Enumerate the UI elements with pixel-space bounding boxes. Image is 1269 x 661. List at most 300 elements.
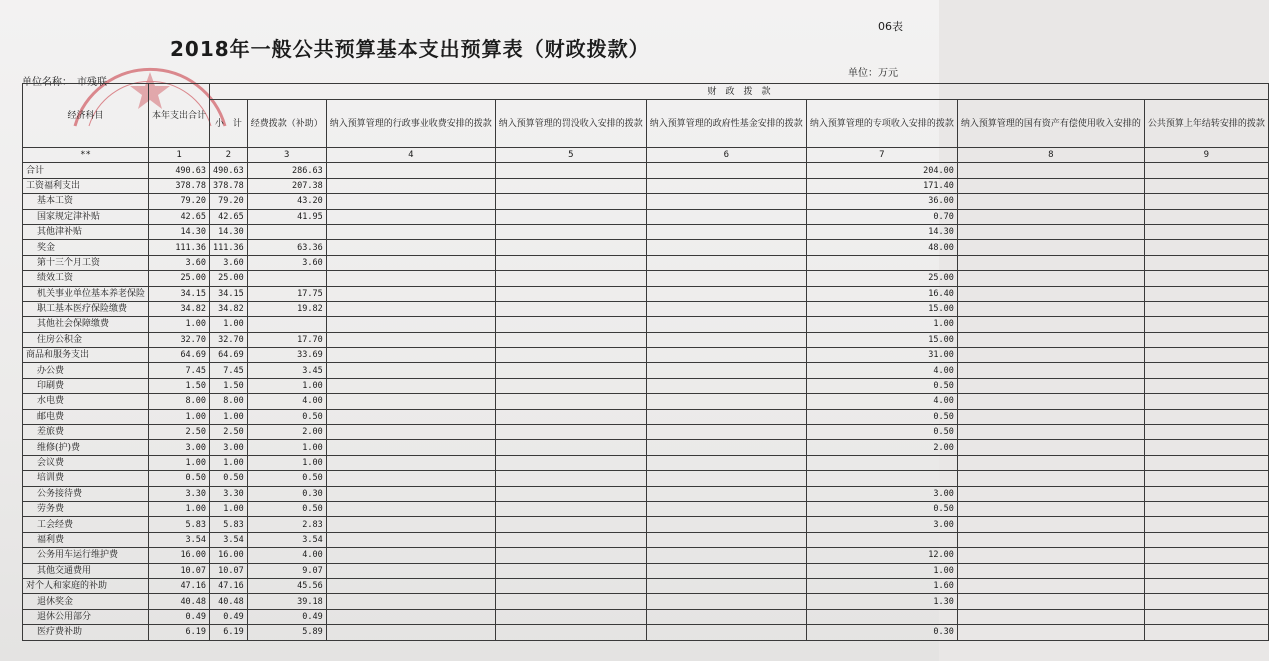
cell-col-8: [957, 317, 1144, 332]
table-row: [23, 378, 1269, 393]
cell-funding: 5.89: [247, 625, 326, 640]
cell-col-6: [646, 255, 806, 270]
row-label: 工会经费: [23, 517, 149, 532]
index-cell: 9: [1144, 148, 1268, 163]
cell-subtotal: 1.00: [210, 455, 248, 470]
cell-col-9: [1144, 240, 1268, 255]
cell-col-4: [326, 240, 495, 255]
cell-col-5: [495, 348, 646, 363]
cell-col-5: [495, 455, 646, 470]
table-row: [23, 194, 1269, 209]
cell-total: 1.00: [149, 455, 210, 470]
cell-total: 25.00: [149, 271, 210, 286]
cell-col-8: [957, 440, 1144, 455]
cell-subtotal: 16.00: [210, 548, 248, 563]
cell-col-5: [495, 563, 646, 578]
cell-col-4: [326, 471, 495, 486]
row-label: 退休奖金: [23, 594, 149, 609]
row-label: 会议费: [23, 455, 149, 470]
header-col-8: 纳入预算管理的国有资产有偿使用收入安排的: [957, 100, 1144, 148]
index-cell: 8: [957, 148, 1144, 163]
cell-col-5: [495, 317, 646, 332]
cell-funding: 1.00: [247, 378, 326, 393]
cell-col-6: [646, 301, 806, 316]
cell-subtotal: 32.70: [210, 332, 248, 347]
cell-col-6: [646, 501, 806, 516]
table-row: [23, 178, 1269, 193]
row-label: 邮电费: [23, 409, 149, 424]
cell-total: 3.60: [149, 255, 210, 270]
cell-total: 10.07: [149, 563, 210, 578]
cell-col-5: [495, 501, 646, 516]
cell-col-4: [326, 378, 495, 393]
cell-funding: 33.69: [247, 348, 326, 363]
cell-funding: [247, 224, 326, 239]
index-cell: **: [23, 148, 149, 163]
cell-col-4: [326, 548, 495, 563]
cell-col-7: [806, 609, 957, 624]
cell-col-7: 14.30: [806, 224, 957, 239]
row-label: 机关事业单位基本养老保险: [23, 286, 149, 301]
cell-total: 6.19: [149, 625, 210, 640]
cell-col-8: [957, 286, 1144, 301]
cell-col-6: [646, 271, 806, 286]
header-subtotal: 小 计: [210, 100, 248, 148]
cell-col-6: [646, 486, 806, 501]
cell-subtotal: 3.00: [210, 440, 248, 455]
cell-col-7: 171.40: [806, 178, 957, 193]
cell-col-9: [1144, 594, 1268, 609]
cell-col-4: [326, 301, 495, 316]
cell-funding: [247, 271, 326, 286]
cell-col-9: [1144, 440, 1268, 455]
cell-col-6: [646, 163, 806, 178]
cell-subtotal: 1.00: [210, 317, 248, 332]
header-col-6: 纳入预算管理的政府性基金安排的拨款: [646, 100, 806, 148]
cell-total: 8.00: [149, 394, 210, 409]
cell-funding: 63.36: [247, 240, 326, 255]
cell-col-8: [957, 609, 1144, 624]
cell-col-5: [495, 517, 646, 532]
cell-col-9: [1144, 409, 1268, 424]
cell-col-9: [1144, 286, 1268, 301]
cell-col-6: [646, 609, 806, 624]
cell-col-5: [495, 240, 646, 255]
cell-col-4: [326, 563, 495, 578]
cell-total: 16.00: [149, 548, 210, 563]
cell-col-5: [495, 332, 646, 347]
table-row: [23, 594, 1269, 609]
cell-col-4: [326, 209, 495, 224]
row-label: 其他社会保障缴费: [23, 317, 149, 332]
cell-subtotal: 7.45: [210, 363, 248, 378]
cell-total: 0.49: [149, 609, 210, 624]
index-cell: 1: [149, 148, 210, 163]
cell-col-9: [1144, 209, 1268, 224]
header-col-9: 公共预算上年结转安排的拨款: [1144, 100, 1268, 148]
cell-col-9: [1144, 178, 1268, 193]
cell-col-5: [495, 409, 646, 424]
cell-subtotal: 1.00: [210, 409, 248, 424]
row-label: 对个人和家庭的补助: [23, 578, 149, 593]
cell-col-5: [495, 301, 646, 316]
cell-col-9: [1144, 455, 1268, 470]
cell-col-8: [957, 563, 1144, 578]
cell-subtotal: 378.78: [210, 178, 248, 193]
cell-col-8: [957, 240, 1144, 255]
cell-col-5: [495, 394, 646, 409]
cell-col-5: [495, 378, 646, 393]
cell-col-9: [1144, 224, 1268, 239]
cell-col-6: [646, 194, 806, 209]
cell-col-6: [646, 209, 806, 224]
cell-col-9: [1144, 378, 1268, 393]
table-row: [23, 163, 1269, 178]
cell-col-9: [1144, 332, 1268, 347]
cell-col-7: 12.00: [806, 548, 957, 563]
header-funding: 经费拨款（补助）: [247, 100, 326, 148]
cell-col-4: [326, 332, 495, 347]
cell-col-9: [1144, 255, 1268, 270]
cell-col-6: [646, 409, 806, 424]
table-row: [23, 332, 1269, 347]
cell-col-5: [495, 486, 646, 501]
table-row: [23, 394, 1269, 409]
table-row: [23, 563, 1269, 578]
cell-col-8: [957, 209, 1144, 224]
cell-total: 2.50: [149, 425, 210, 440]
cell-col-8: [957, 348, 1144, 363]
cell-col-7: [806, 455, 957, 470]
cell-col-9: [1144, 532, 1268, 547]
cell-col-6: [646, 224, 806, 239]
document-id: 06表: [878, 20, 903, 33]
cell-col-5: [495, 625, 646, 640]
cell-funding: 1.00: [247, 455, 326, 470]
cell-col-7: [806, 255, 957, 270]
cell-funding: 0.30: [247, 486, 326, 501]
row-label: 印刷费: [23, 378, 149, 393]
cell-subtotal: 79.20: [210, 194, 248, 209]
cell-col-7: 48.00: [806, 240, 957, 255]
currency-unit: 单位：万元: [848, 68, 898, 79]
cell-funding: 0.50: [247, 409, 326, 424]
cell-col-8: [957, 194, 1144, 209]
cell-col-9: [1144, 486, 1268, 501]
row-label: 职工基本医疗保险缴费: [23, 301, 149, 316]
index-cell: 6: [646, 148, 806, 163]
cell-col-6: [646, 578, 806, 593]
cell-total: 1.00: [149, 317, 210, 332]
row-label: 劳务费: [23, 501, 149, 516]
cell-col-7: 1.60: [806, 578, 957, 593]
cell-subtotal: 40.48: [210, 594, 248, 609]
index-row: [23, 148, 1269, 163]
table-row: [23, 440, 1269, 455]
cell-col-5: [495, 548, 646, 563]
cell-col-5: [495, 209, 646, 224]
cell-col-7: 16.40: [806, 286, 957, 301]
cell-col-6: [646, 440, 806, 455]
cell-col-9: [1144, 194, 1268, 209]
table-row: [23, 255, 1269, 270]
budget-table: [22, 83, 1269, 641]
cell-col-8: [957, 501, 1144, 516]
cell-funding: 2.83: [247, 517, 326, 532]
cell-subtotal: 2.50: [210, 425, 248, 440]
cell-total: 42.65: [149, 209, 210, 224]
cell-col-9: [1144, 501, 1268, 516]
row-label: 福利费: [23, 532, 149, 547]
row-label: 工资福利支出: [23, 178, 149, 193]
cell-col-8: [957, 178, 1144, 193]
cell-col-7: 3.00: [806, 517, 957, 532]
cell-col-9: [1144, 348, 1268, 363]
cell-funding: [247, 317, 326, 332]
cell-col-4: [326, 271, 495, 286]
cell-col-6: [646, 317, 806, 332]
cell-funding: 45.56: [247, 578, 326, 593]
cell-col-8: [957, 332, 1144, 347]
cell-col-7: 204.00: [806, 163, 957, 178]
index-cell: 5: [495, 148, 646, 163]
row-label: 商品和服务支出: [23, 348, 149, 363]
cell-col-8: [957, 532, 1144, 547]
cell-col-7: 25.00: [806, 271, 957, 286]
cell-total: 34.15: [149, 286, 210, 301]
cell-col-9: [1144, 471, 1268, 486]
cell-funding: 2.00: [247, 425, 326, 440]
table-row: [23, 532, 1269, 547]
cell-col-7: 0.50: [806, 378, 957, 393]
header-fiscal-group: 财 政 拨 款: [210, 84, 1269, 100]
cell-col-6: [646, 625, 806, 640]
cell-col-8: [957, 578, 1144, 593]
row-label: 公务用车运行维护费: [23, 548, 149, 563]
cell-col-6: [646, 548, 806, 563]
cell-subtotal: 47.16: [210, 578, 248, 593]
cell-col-7: 1.30: [806, 594, 957, 609]
cell-col-4: [326, 609, 495, 624]
cell-col-4: [326, 317, 495, 332]
cell-funding: 43.20: [247, 194, 326, 209]
cell-funding: 3.45: [247, 363, 326, 378]
row-label: 奖金: [23, 240, 149, 255]
table-row: [23, 517, 1269, 532]
cell-funding: 3.54: [247, 532, 326, 547]
cell-col-6: [646, 240, 806, 255]
cell-col-7: 1.00: [806, 317, 957, 332]
cell-col-9: [1144, 625, 1268, 640]
header-col-7: 纳入预算管理的专项收入安排的拨款: [806, 100, 957, 148]
cell-funding: 17.70: [247, 332, 326, 347]
cell-col-8: [957, 363, 1144, 378]
cell-subtotal: 1.00: [210, 501, 248, 516]
cell-col-4: [326, 455, 495, 470]
cell-col-7: 4.00: [806, 394, 957, 409]
row-label: 水电费: [23, 394, 149, 409]
cell-funding: 19.82: [247, 301, 326, 316]
cell-col-6: [646, 286, 806, 301]
cell-col-6: [646, 594, 806, 609]
cell-col-4: [326, 394, 495, 409]
cell-subtotal: 14.30: [210, 224, 248, 239]
cell-col-8: [957, 486, 1144, 501]
cell-col-4: [326, 501, 495, 516]
cell-subtotal: 34.82: [210, 301, 248, 316]
cell-col-4: [326, 625, 495, 640]
cell-col-8: [957, 594, 1144, 609]
cell-col-6: [646, 394, 806, 409]
cell-col-6: [646, 425, 806, 440]
cell-col-6: [646, 363, 806, 378]
cell-subtotal: 490.63: [210, 163, 248, 178]
cell-col-8: [957, 378, 1144, 393]
cell-col-5: [495, 194, 646, 209]
cell-total: 490.63: [149, 163, 210, 178]
cell-subtotal: 1.50: [210, 378, 248, 393]
table-row: [23, 240, 1269, 255]
cell-col-7: 0.50: [806, 425, 957, 440]
cell-col-8: [957, 271, 1144, 286]
table-row: [23, 409, 1269, 424]
cell-col-8: [957, 455, 1144, 470]
table-row: [23, 301, 1269, 316]
page-title: 2018年一般公共预算基本支出预算表（财政拨款）: [170, 37, 650, 61]
table-row: [23, 348, 1269, 363]
cell-col-4: [326, 286, 495, 301]
cell-col-8: [957, 517, 1144, 532]
cell-total: 3.54: [149, 532, 210, 547]
table-row: [23, 455, 1269, 470]
cell-funding: 17.75: [247, 286, 326, 301]
cell-col-8: [957, 163, 1144, 178]
cell-col-7: [806, 532, 957, 547]
cell-col-4: [326, 224, 495, 239]
cell-col-6: [646, 471, 806, 486]
cell-col-5: [495, 271, 646, 286]
cell-col-5: [495, 255, 646, 270]
cell-col-8: [957, 255, 1144, 270]
table-row: [23, 209, 1269, 224]
cell-col-7: 15.00: [806, 332, 957, 347]
cell-col-9: [1144, 394, 1268, 409]
cell-funding: 1.00: [247, 440, 326, 455]
cell-col-8: [957, 425, 1144, 440]
cell-funding: 0.50: [247, 471, 326, 486]
cell-col-9: [1144, 425, 1268, 440]
table-row: [23, 486, 1269, 501]
cell-col-9: [1144, 271, 1268, 286]
cell-col-5: [495, 471, 646, 486]
cell-col-5: [495, 286, 646, 301]
cell-col-7: 4.00: [806, 363, 957, 378]
cell-total: 1.00: [149, 501, 210, 516]
cell-total: 7.45: [149, 363, 210, 378]
row-label: 公务接待费: [23, 486, 149, 501]
cell-col-4: [326, 178, 495, 193]
row-label: 其他津补贴: [23, 224, 149, 239]
cell-funding: 207.38: [247, 178, 326, 193]
cell-col-5: [495, 224, 646, 239]
cell-funding: 4.00: [247, 394, 326, 409]
cell-col-4: [326, 594, 495, 609]
table-row: [23, 317, 1269, 332]
cell-col-5: [495, 163, 646, 178]
cell-funding: 39.18: [247, 594, 326, 609]
cell-col-9: [1144, 548, 1268, 563]
table-row: [23, 286, 1269, 301]
header-col-4: 纳入预算管理的行政事业收费安排的拨款: [326, 100, 495, 148]
cell-col-6: [646, 348, 806, 363]
cell-col-4: [326, 425, 495, 440]
table-row: [23, 501, 1269, 516]
row-label: 第十三个月工资: [23, 255, 149, 270]
cell-col-5: [495, 178, 646, 193]
cell-total: 5.83: [149, 517, 210, 532]
cell-funding: 9.07: [247, 563, 326, 578]
cell-col-4: [326, 578, 495, 593]
cell-funding: 41.95: [247, 209, 326, 224]
cell-col-9: [1144, 363, 1268, 378]
cell-col-9: [1144, 517, 1268, 532]
cell-col-7: 0.70: [806, 209, 957, 224]
row-label: 培训费: [23, 471, 149, 486]
cell-col-6: [646, 332, 806, 347]
cell-col-8: [957, 548, 1144, 563]
cell-col-9: [1144, 609, 1268, 624]
header-subject: 经济科目: [23, 84, 149, 148]
table-row: [23, 471, 1269, 486]
cell-col-7: 1.00: [806, 563, 957, 578]
cell-total: 0.50: [149, 471, 210, 486]
table-row: [23, 578, 1269, 593]
cell-col-7: 36.00: [806, 194, 957, 209]
cell-col-9: [1144, 317, 1268, 332]
cell-col-4: [326, 409, 495, 424]
cell-col-8: [957, 471, 1144, 486]
cell-col-6: [646, 178, 806, 193]
cell-subtotal: 6.19: [210, 625, 248, 640]
index-cell: 7: [806, 148, 957, 163]
cell-subtotal: 8.00: [210, 394, 248, 409]
cell-total: 1.50: [149, 378, 210, 393]
cell-col-7: 3.00: [806, 486, 957, 501]
cell-col-7: 15.00: [806, 301, 957, 316]
cell-col-4: [326, 255, 495, 270]
cell-col-8: [957, 625, 1144, 640]
table-row: [23, 425, 1269, 440]
cell-col-8: [957, 224, 1144, 239]
cell-subtotal: 3.54: [210, 532, 248, 547]
cell-col-6: [646, 532, 806, 547]
cell-col-5: [495, 532, 646, 547]
cell-total: 40.48: [149, 594, 210, 609]
cell-subtotal: 5.83: [210, 517, 248, 532]
cell-col-7: 0.30: [806, 625, 957, 640]
cell-col-8: [957, 409, 1144, 424]
row-label: 办公费: [23, 363, 149, 378]
cell-col-4: [326, 486, 495, 501]
header-total: 本年支出合计: [149, 84, 210, 148]
cell-col-9: [1144, 563, 1268, 578]
cell-total: 47.16: [149, 578, 210, 593]
cell-funding: 286.63: [247, 163, 326, 178]
index-cell: 4: [326, 148, 495, 163]
row-label: 差旅费: [23, 425, 149, 440]
unit-name: 单位名称： 市残联: [22, 77, 107, 88]
row-label: 退休公用部分: [23, 609, 149, 624]
